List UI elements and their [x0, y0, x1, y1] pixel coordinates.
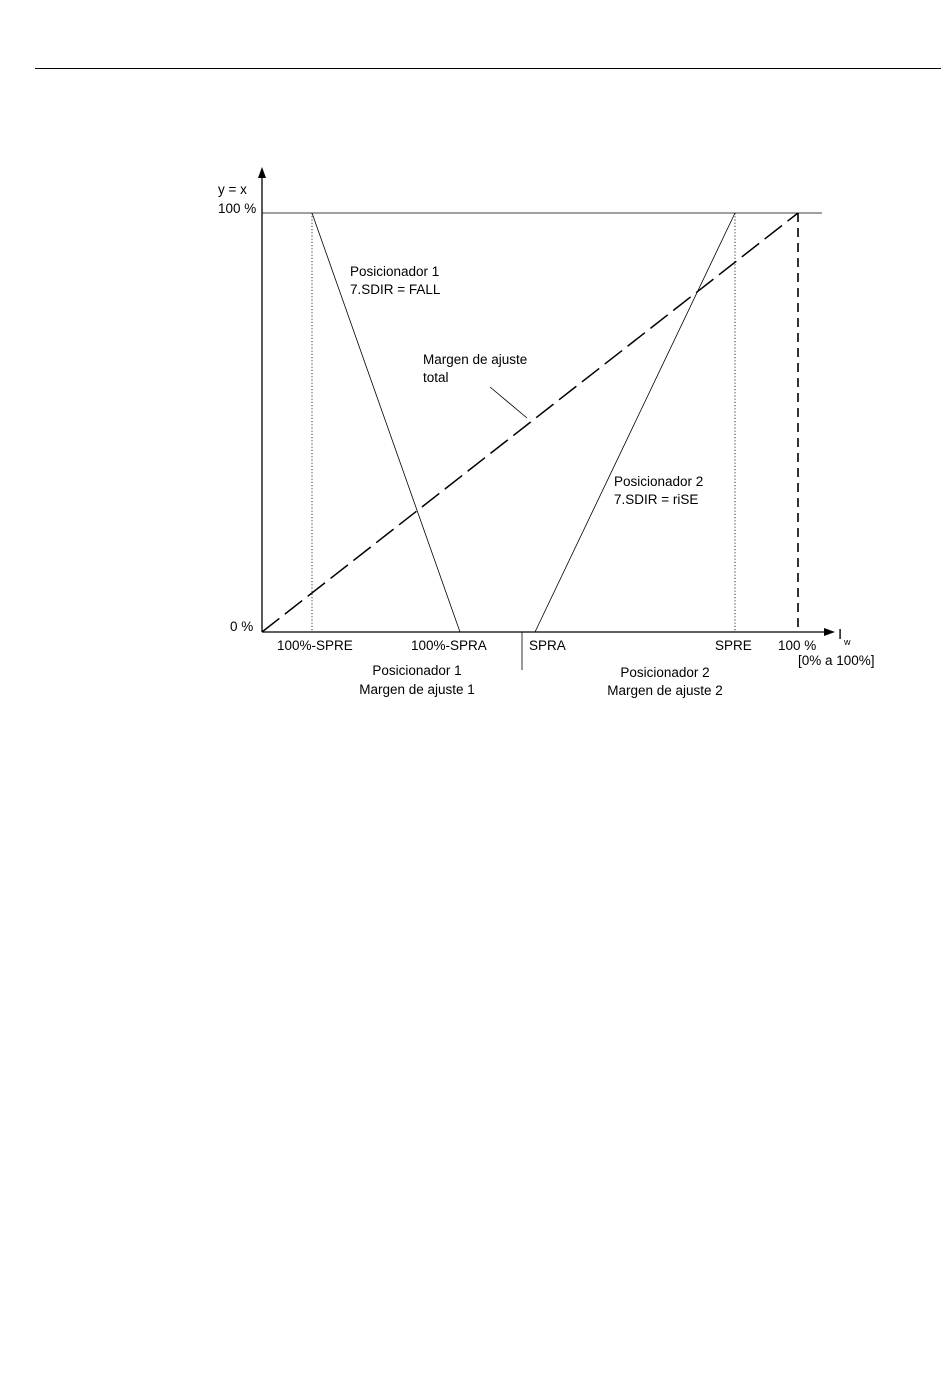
y-axis-label: y = x [218, 182, 247, 197]
x-axis-label-subscript: w [844, 637, 851, 647]
tick-100: 100 % [778, 638, 817, 653]
range1-label: Margen de ajuste 1 [359, 682, 475, 697]
x-axis-arrow [824, 628, 835, 636]
range2-label: Margen de ajuste 2 [607, 683, 723, 698]
pos2-line [535, 213, 735, 632]
tick-100-spre: 100%-SPRE [277, 638, 353, 653]
pos1-setting: 7.SDIR = FALL [350, 282, 441, 297]
x-axis-label: I [838, 626, 843, 643]
range2-name: Posicionador 2 [620, 665, 710, 680]
x-axis-range: [0% a 100%] [798, 653, 875, 668]
y-axis-arrow [258, 167, 266, 178]
tick-spra: SPRA [529, 638, 566, 653]
pos2-name: Posicionador 2 [614, 474, 704, 489]
total-label-line2: total [423, 370, 449, 385]
tick-100-spra: 100%-SPRA [411, 638, 487, 653]
total-range-line [262, 213, 798, 632]
total-label-line1: Margen de ajuste [423, 352, 528, 367]
range1-name: Posicionador 1 [372, 663, 462, 678]
tick-spre: SPRE [715, 638, 752, 653]
y-axis-bottom-label: 0 % [230, 619, 254, 634]
y-axis-top-label: 100 % [218, 201, 257, 216]
total-label-pointer [490, 387, 527, 418]
pos2-setting: 7.SDIR = riSE [614, 492, 699, 507]
pos1-name: Posicionador 1 [350, 264, 440, 279]
